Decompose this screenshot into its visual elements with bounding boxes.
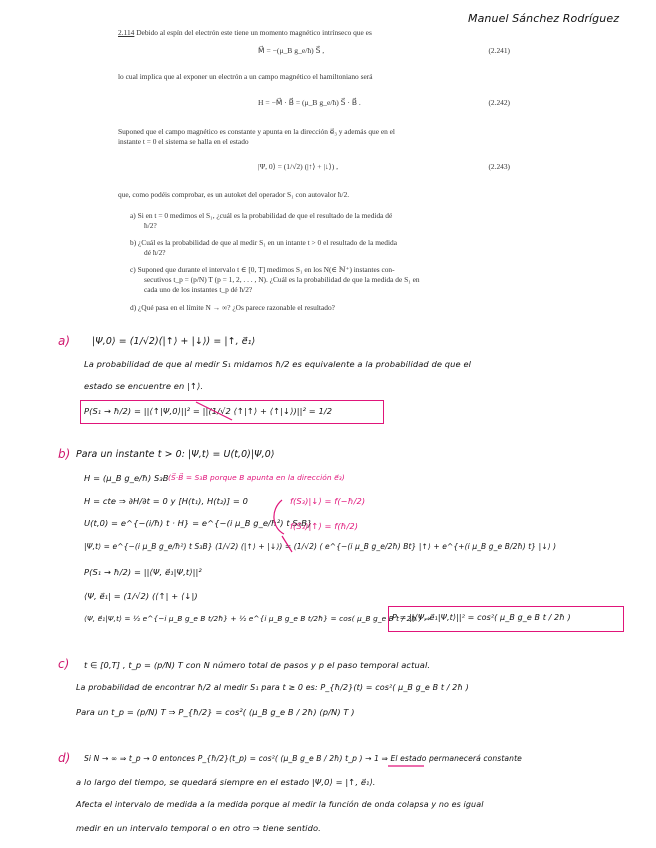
answer-a-line-3: estado se encuentre en |↑⟩. <box>84 381 204 391</box>
equation-number-2242: (2.242) <box>488 98 510 107</box>
problem-line-3b: instante t = 0 el sistema se halla en el estado <box>118 137 249 146</box>
answer-b-line-3-note: f(S₃)|↓⟩ = f(−ħ/2) <box>290 496 366 506</box>
equation-number-2241: (2.241) <box>488 46 510 55</box>
answer-d-line-4: medir en un intervalo temporal o en otro ⇒ tiene sentido. <box>76 823 321 833</box>
problem-intro: Debido al espín del electrón este tiene un momento magnético intrínseco que es <box>136 28 372 37</box>
equation-2242: H = −M⃗ · B⃗ = (μ_B g_e/ħ) S⃗ · B⃗ . <box>258 98 361 107</box>
answer-b-line-4-note: f(S₃)|↑⟩ = f(ħ/2) <box>290 521 359 531</box>
answer-b-result: P = ||⟨Ψ, e⃗₁|Ψ,t⟩||² = cos²( μ_B g_e B t / 2ħ ) <box>392 613 571 622</box>
problem-line-2: lo cual implica que al exponer un electrón a un campo magnético el hamiltoniano será <box>118 72 373 81</box>
answer-b-line-6: P(S₁ → ħ/2) = ||⟨Ψ, e⃗₁|Ψ,t⟩||² <box>84 567 202 577</box>
question-a-line-2: ħ/2? <box>144 221 157 230</box>
answer-a-line-2: La probabilidad de que al medir S₁ midamos ħ/2 es equivalente a la probabilidad de que el <box>84 359 472 369</box>
question-c-line-1: c) Suponed que durante el intervalo t ∈ [0, T] medimos S₁ en los N(∈ ℕ⁺) instantes con- <box>130 265 395 274</box>
answer-b-label: b) <box>58 447 71 461</box>
answer-d-line-2: a lo largo del tiempo, se quedará siempre en el estado |Ψ,0⟩ = |↑, e⃗₁⟩. <box>76 777 376 787</box>
answer-a-line-1: |Ψ,0⟩ = (1/√2)(|↑⟩ + |↓⟩) = |↑, e⃗₁⟩ <box>92 336 256 347</box>
answer-c-line-3: Para un t_p = (p/N) T ⇒ P_{ħ/2} = cos²( (μ_B g_e B / 2ħ) (p/N) T ) <box>76 707 355 717</box>
answer-b-line-2-note: (S⃗·B⃗ = S₃B porque B apunta en la dirección e⃗₃) <box>168 473 345 482</box>
answer-d-label: d) <box>58 751 71 765</box>
answer-b-line-3: H = cte ⇒ ∂H/∂t = 0 y [H(t₁), H(t₂)] = 0 <box>84 496 249 506</box>
bracket-stroke <box>274 500 284 534</box>
answer-d-line-3: Afecta el intervalo de medida a la medida porque al medir la función de onda colapsa y no es igual <box>76 800 484 809</box>
answer-b-line-2: H = (μ_B g_e/ħ) S₃B <box>84 473 169 483</box>
question-c-line-2: secutivos t_p = (p/N) T (p = 1, 2, . . . , N). ¿Cuál es la probabilidad de que la medida de S₁ en <box>144 275 420 284</box>
answer-b-line-7: ⟨Ψ, e⃗₁| = (1/√2) (⟨↑| + ⟨↓|) <box>84 591 198 601</box>
problem-number: 2.114 <box>118 28 135 37</box>
answer-c-label: c) <box>58 657 70 671</box>
answer-c-line-2: La probabilidad de encontrar ħ/2 al medir S₁ para t ≥ 0 es: P_{ħ/2}(t) = cos²( μ_B g_e B t / 2ħ ) <box>76 683 469 692</box>
answer-c-line-1: t ∈ [0,T] , t_p = (p/N) T con N número total de pasos y p el paso temporal actual. <box>84 660 431 670</box>
answer-b-line-4: U(t,0) = e^{−(i/ħ) t · H} = e^{−(i μ_B g_e/ħ²) t S₃B} <box>84 518 313 528</box>
answer-d-line-1: Si N → ∞ ⇒ t_p → 0 entonces P_{ħ/2}(t_p) = cos²( (μ_B g_e B / 2ħ) t_p ) → 1 ⇒ El estado permanecerá constante <box>84 754 522 763</box>
question-c-line-3: cada uno de los instantes t_p dé ħ/2? <box>144 285 253 294</box>
problem-line-4: que, como podéis comprobar, es un autoket del operador S₁ con autovalor ħ/2. <box>118 190 350 199</box>
answer-b-line-1: Para un instante t > 0: |Ψ,t⟩ = U(t,0)|Ψ,0⟩ <box>76 449 275 460</box>
equation-2243: |Ψ, 0⟩ = (1/√2) (|↑⟩ + |↓⟩) , <box>258 162 339 171</box>
problem-line-3a: Suponed que el campo magnético es constante y apunta en la dirección e⃗₃ y además que en el <box>118 127 395 136</box>
answer-a-result: P(S₁ → ħ/2) = ||⟨↑|Ψ,0⟩||² = ||(1/√2 ⟨↑|↑⟩ + ⟨↑|↓⟩)||² = 1/2 <box>84 406 333 416</box>
answer-a-label: a) <box>58 334 71 348</box>
strike-stroke <box>196 402 232 420</box>
author-signature: Manuel Sánchez Rodríguez <box>468 12 620 25</box>
equation-number-2243: (2.243) <box>488 162 510 171</box>
answer-b-line-5: |Ψ,t⟩ = e^{−(i μ_B g_e/ħ²) t S₃B} (1/√2) (|↑⟩ + |↓⟩) = (1/√2) ( e^{−(i μ_B g_e/2ħ) Bt} |↑⟩ + e^{+(i μ_B g_e B/2ħ) t} |↓⟩ ) <box>84 542 557 551</box>
equation-2241: M⃗ = −(μ_B g_e/ħ) S⃗ , <box>258 46 325 55</box>
question-a-line-1: a) Si en t = 0 medimos el S₁, ¿cuál es la probabilidad de que el resultado de la medida dé <box>130 211 393 220</box>
question-b-line-2: dé ħ/2? <box>144 248 166 257</box>
answer-b-line-8: ⟨Ψ, e⃗₁|Ψ,t⟩ = ½ e^{−i μ_B g_e B t/2ħ} + ½ e^{i μ_B g_e B t/2ħ} = cos( μ_B g_e B t / 2ħ ) ⇒ <box>84 614 431 623</box>
question-d: d) ¿Qué pasa en el límite N → ∞? ¿Os parece razonable el resultado? <box>130 303 335 312</box>
arrow-stroke <box>282 536 292 552</box>
question-b-line-1: b) ¿Cuál es la probabilidad de que al medir S₁ en un intante t > 0 el resultado de la medida <box>130 238 397 247</box>
